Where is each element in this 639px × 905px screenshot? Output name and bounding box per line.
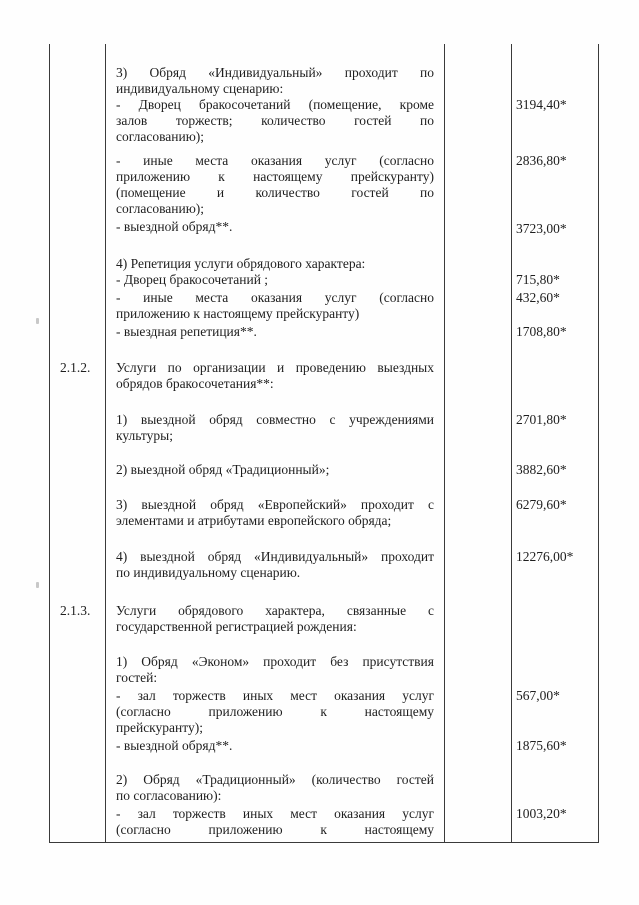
description-line: - Дворец бракосочетаний ; xyxy=(116,272,269,287)
description-line: элементами и атрибутами европейского обряда; xyxy=(116,513,392,528)
description-line: залов торжеств; количество гостей по xyxy=(116,113,434,128)
price-value: 1875,60* xyxy=(516,738,567,753)
section-number: 2.1.3. xyxy=(60,603,91,618)
description-line: - иные места оказания услуг (согласно xyxy=(116,153,434,168)
description-line: по индивидуальному сценарию. xyxy=(116,565,301,580)
price-value: 1708,80* xyxy=(516,324,567,339)
price-value: 2836,80* xyxy=(516,153,567,168)
price-value: 3194,40* xyxy=(516,97,567,112)
description-line: - Дворец бракосочетаний (помещение, кроме xyxy=(116,97,434,112)
description-line: гостей: xyxy=(116,670,158,685)
table-border-left xyxy=(49,44,50,843)
description-line: Услуги по организации и проведению выездных xyxy=(116,360,434,375)
price-value: 1003,20* xyxy=(516,806,567,821)
price-value: 6279,60* xyxy=(516,497,567,512)
description-line: 2) Обряд «Традиционный» (количество гостей xyxy=(116,772,434,787)
column-divider-description xyxy=(444,44,445,843)
description-line: (согласно приложению к настоящему xyxy=(116,822,434,837)
scan-artifact xyxy=(36,318,39,324)
scan-artifact xyxy=(36,582,39,588)
description-line: согласованию); xyxy=(116,201,205,216)
description-line: (помещение и количество гостей по xyxy=(116,185,434,200)
description-line: по согласованию): xyxy=(116,788,222,803)
column-divider-number xyxy=(105,44,106,843)
description-line: обрядов бракосочетания**: xyxy=(116,376,274,391)
description-line: прейскуранту); xyxy=(116,720,203,735)
description-line: 4) выездной обряд «Индивидуальный» проходит xyxy=(116,549,434,564)
description-line: индивидуальному сценарию: xyxy=(116,81,284,96)
description-line: приложению к настоящему прейскуранту) xyxy=(116,306,360,321)
price-value: 567,00* xyxy=(516,688,560,703)
price-value: 2701,80* xyxy=(516,412,567,427)
price-value: 715,80* xyxy=(516,272,560,287)
description-line: (согласно приложению к настоящему xyxy=(116,704,434,719)
description-line: - выездной обряд**. xyxy=(116,219,233,234)
description-line: - выездная репетиция**. xyxy=(116,324,257,339)
description-line: государственной регистрацией рождения: xyxy=(116,619,357,634)
price-value: 12276,00* xyxy=(516,549,574,564)
section-number: 2.1.2. xyxy=(60,360,91,375)
description-line: Услуги обрядового характера, связанные с xyxy=(116,603,434,618)
description-line: 1) Обряд «Эконом» проходит без присутствия xyxy=(116,654,434,669)
description-line: культуры; xyxy=(116,428,173,443)
description-line: - иные места оказания услуг (согласно xyxy=(116,290,434,305)
description-line: 3) Обряд «Индивидуальный» проходит по xyxy=(116,65,434,80)
price-value: 3723,00* xyxy=(516,221,567,236)
description-line: 1) выездной обряд совместно с учреждениями xyxy=(116,412,434,427)
price-value: 432,60* xyxy=(516,290,560,305)
description-line: согласованию); xyxy=(116,129,205,144)
price-value: 3882,60* xyxy=(516,462,567,477)
description-line: 4) Репетиция услуги обрядового характера: xyxy=(116,256,366,271)
description-line: - зал торжеств иных мест оказания услуг xyxy=(116,688,434,703)
column-divider-unit xyxy=(511,44,512,843)
description-line: 2) выездной обряд «Традиционный»; xyxy=(116,462,330,477)
description-line: 3) выездной обряд «Европейский» проходит с xyxy=(116,497,434,512)
description-line: - зал торжеств иных мест оказания услуг xyxy=(116,806,434,821)
description-line: - выездной обряд**. xyxy=(116,738,233,753)
description-line: приложению к настоящему прейскуранту) xyxy=(116,169,434,184)
table-border-bottom xyxy=(49,842,599,843)
table-border-right xyxy=(598,44,599,843)
